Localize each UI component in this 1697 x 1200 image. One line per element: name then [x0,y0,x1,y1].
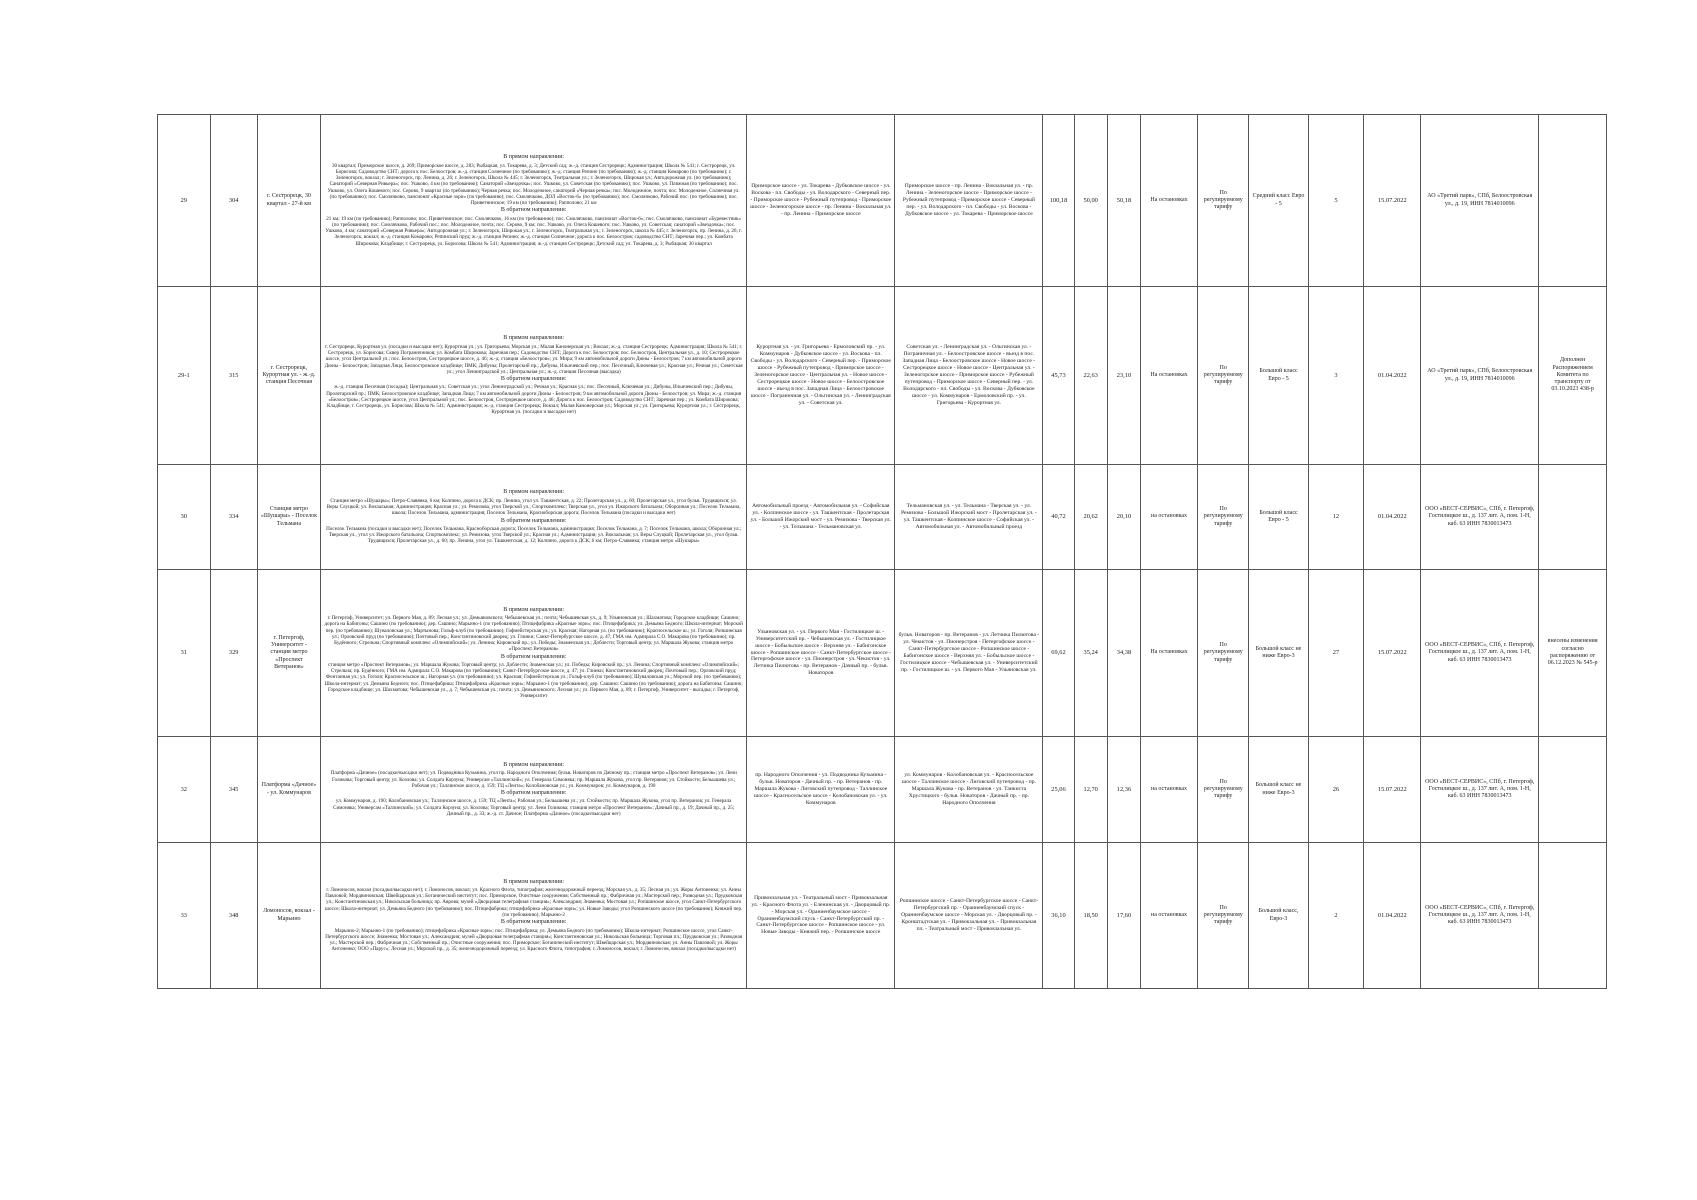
length-total: 100,18 [1043,115,1074,287]
start-date: 15.07.2022 [1364,115,1421,287]
route-note [1539,737,1607,843]
row-number: 29 [158,115,211,287]
backward-stops-list: 21 км; 19 км (по требованию); Рапполово; пос. Приветнинское; пос. Смолячково, 16 км (по требованию); пос. Смолячково, пансионат «Восток-6»; пос. Смолячково, пансионат «Буревестник» (по требованию); пос. Смолячково, Рабочий пос.; пос. Молодежное, почта; пос. Серово, 9 км; пос. Ушково, ул. Олега Кошевого; пос. Ушково, ул. Советская; санаторий «Звездочка»; пос. Ушково, 4 км; санаторий «Северная Ривьера»; Автодорожная ул.; г. Зеленогорск, Широкая ул.; г. Зеленогорск, Театральная ул.; г. Зеленогорск, школа № 445; г. Зеленогорск, пр. Ленина, д. 26; г. Зеленогорск, вокзал; ж.-д. станция Комарово; Репинский пруд; ж.-д. станция Репино; ж.-д. станция Солнечное; дорога к пос. Белоостров; садоводство СНТ; Заречная пер.; ул. Комбата Широкова; Кладбище; г. Сестрорецк, ул. Борисова; Школа № 541; Администрация; ж.-д. станция Сестрорецк; Детский сад; ул. Токарева, д. 3; Рыбацкая; 30 квартал [325,215,742,247]
forward-stops-list: 30 квартал; Приморское шоссе, д. 269; Приморское шоссе, д. 283; Рыбацкая, ул. Токарева, д. 3; Детский сад; ж.-д. станция Сестрорецк; Администрация; Школа № 541; г. Сестрорецк, ул. Борисова; Садоводство СНТ; дорога к пос. Белоостров; ж.-д. станция Солнечное (по требованию); ж.-д. станция Репино (по требованию); ж.-д. станция Комарово (по требованию); г. Зеленогорск, вокзал; г. Зеленогорск, пр. Ленина, д. 26; г. Зеленогорск, Школа № 445; г. Зеленогорск, Театральная ул.; г. Зеленогорск, Широкая ул.; Автодорожная ул. (по требованию); Санаторий «Северная Ривьера»; пос. Ушково, 4 км (по требованию); Санаторий «Звездочка»; пос. Ушково, ул. Советская (по требованию); пос. Ушково, ул. Пляжная (по требованию); пос. Ушково, ул. Олега Кошевого; пос. Серово, 9 квартал (по требованию); Черная речка; пос. Молодежное, санаторий «Черная речка»; пос. Молодежное, почта; пос. Молодежное, Солнечная ул. (по требованию); пос. Смолячково, пансионат «Красные зори» (по требованию); пос. Смолячково, ДОЛ «Восток-6» (по требованию); пос. Смолячково, Рабочий пос. (по требованию); пос. Приветнинское; 19 км (по требованию); Рапполово; 21 км [327,162,740,206]
tariff-type: По регулируемому тарифу [1197,570,1249,737]
backward-direction-title: В обратном направлении: [500,207,567,214]
route-stops [321,287,747,465]
length-total: 25,06 [1043,737,1074,843]
start-date: 01.04.2022 [1364,843,1421,989]
route-stops [321,465,747,570]
length-backward: 17,60 [1107,843,1140,989]
vehicle-class: Большой класс Евро - 5 [1249,287,1308,465]
routes-registry-sheet [157,114,1607,989]
forward-direction-title: В прямом направлении: [503,878,565,885]
route-note [1539,465,1607,570]
start-date: 01.04.2022 [1364,287,1421,465]
streets-forward: Ульяновская ул. - ул. Первого Мая - Гостилицкое ш. - Университетский пр. - Чебышевская ул. - Гостилицкое шоссе - Бобыльское шоссе - Верхняя ул. - Бабигонское шоссе - Ропшинское шоссе - Санкт-Петербургское шоссе - Петергофское шоссе - ул. Пионерстроя - ул. Чекистов - ул. Летчика Пилютова - пр. Ветеранов - Дачный пр. - бульв. Новаторов [747,570,895,737]
vehicle-count: 26 [1308,737,1364,843]
vehicle-class: Большой класс Евро - 5 [1249,465,1308,570]
table-row [158,570,1607,737]
streets-backward: Советская ул. - Ленинградская ул. - Ольгинская ул. - Пограничная ул. - Белоостровское шоссе - въезд в пос. Западная Лица - Белоостровское шоссе - Новое шоссе - Сестрорецкое шоссе - Новое шоссе - Центральная ул. - Зеленогорское шоссе - Приморское шоссе - Рубежный путепровод - Приморское шоссе - Северный пер. - ул. Володарского - пл. Свободы - ул. Воскова - Дубковское шоссе - ул. Коммунаров - Ермоловский пр. - ул. Григорьева - Курортная ул. [895,287,1043,465]
route-stops [321,115,747,287]
tariff-type: По регулируемому тарифу [1197,737,1249,843]
forward-stops-list: г. Сестрорецк, Курортная ул. (посадки и высадки нет); Курортная ул.; ул. Григорьева; Морская ул.; Малая Канонерская ул.; Вокзал; ж.-д. станция Сестрорецк; Администрация; Школа № 541; г. Сестрорецк, ул. Борисова; Сквер Пограничников; ул. Комбата Широкова; Заречная пер.; Садоводство СНТ; Дорога к пос. Белоостров; пос. Белоостров, Центральная ул., д. 10; Сестрорецкое шоссе, угол Центральной ул.; пос. Белоостров, Сестрорецкое шоссе, д. 46; ж.-д. станция «Белоостров»; ул. Мира; 9 км автомобильной дороги Дюны - Белоостров; 7 км автомобильной дороги Дюны - Белоостров; Западная Лица; Белоостровское кладбище; ПМК; Дибуны; Пролетарский пр.; Дибуны, Ильичевский пер.; пос. Песочный, Ключевая ул.; Красная ул.; Речная ул.; Советская ул.; угол Ленинградской ул.; Центральная ул.; ж.-д. станция Песочная (высадка) [324,343,743,375]
stop-procedure: На остановках [1141,115,1198,287]
row-number: 29-1 [158,287,211,465]
route-stops [321,737,747,843]
route-name: г. Сестрорецк, Курортная ул. - ж.-д. станция Песочная [257,287,320,465]
vehicle-count: 5 [1308,115,1364,287]
route-number: 304 [210,115,257,287]
carrier-info: ООО «ВЕСТ-СЕРВИС», СПб, г. Петергоф, Гостилицкое ш., д. 137 лит. А, пом. 1-Н, каб. 63 ИНН 7830013473 [1421,737,1539,843]
table-row [158,115,1607,287]
backward-stops-list: ул. Коммунаров, д. 190; Колобановская ул.; Таллинское шоссе, д. 159; ТЦ «Лента»; Рабочая ул.; Бельышева ул.; ул. Стойкости; пр. Маршала Жукова, угол пр. Ветеранов; ул. Генерала Симоняка; Универсам «Таллинский»; ул. Солдата Корзуна; ул. Козлова; Торговый центр; ул. Лени Голикова; станция метро «Проспект Ветеранов»; Дачный пр., д. 19; Дачный пр., д. 25; Дачный пр., д. 33; ж.-д. ст. Дачное; Платформа «Дачное» (посадки/высадки нет) [333,798,735,817]
length-backward: 23,10 [1107,287,1140,465]
length-total: 69,62 [1043,570,1074,737]
backward-stops-list: станция метро «Проспект Ветеранов»; ул. Маршала Жукова; Торговый центр; ул. Доблести; Знаменская ул.; ул. Победы; Кировский пр.; ул. Ленина; Спортивный комплекс «Олимпийский»; Стрельна; пр. Будённого; ГМА им. Адмирала С.О. Макарова (по требованию); Санкт-Петербургское шоссе, д. 47; ул. Глинки; Константиновский дворец; Почтовый пер.; Орловский пруд; Фонтанная ул.; ул. Гоголя; Красносельское ш.; Нагорная ул. (по требованию); ул. Красная; Гофмейстерская ул.; Гольф-клуб (по требованию); Шуваловская ул.; Морской пер. (по требованию); Школа-интернат; ул. Демьяна Бедного; пос. Птицефабрика; Птицефабрика «Красные зори»; Марьино-1 (по требованию); дер. Сашино; Сашино (по требованию); дорога на Бабигоны; Сашино; Городское кладбище; ул. Шахматова; Чебышевская ул., д. 7; Чебышевская ул.; почта; ул. Демьяновского; Лесная ул.; ул. Первого Мая, д. 89; г. Петергоф, Университет - высадка; г. Петергоф, Университет [324,661,743,700]
vehicle-class: Большой класс не ниже Евро-3 [1249,737,1308,843]
length-backward: 34,38 [1107,570,1140,737]
length-forward: 20,62 [1074,465,1107,570]
streets-backward: Приморское шоссе - пр. Ленина - Вокзальная ул. - пр. Ленина - Зеленогорское шоссе - Приморское шоссе - Рубежный путепровод - Приморское шоссе - Северный пер. - ул. Володарского - пл. Свободы - ул. Воскова - Дубковское шоссе - ул. Токарева - Приморское шоссе [895,115,1043,287]
stop-procedure: на остановках [1141,737,1198,843]
tariff-type: По регулируемому тарифу [1197,115,1249,287]
route-name: Ломоносов, вокзал - Марьино [257,843,320,989]
backward-direction-title: В обратном направлении: [500,653,567,660]
route-number: 334 [210,465,257,570]
routes-table [157,114,1607,989]
table-row [158,287,1607,465]
row-number: 31 [158,570,211,737]
vehicle-class: Большой класс не ниже Евро-3 [1249,570,1308,737]
route-stops [321,843,747,989]
stop-procedure: На остановках [1141,287,1198,465]
backward-direction-title: В обратном направлении: [500,376,567,382]
carrier-info: ООО «ВЕСТ-СЕРВИС», СПб, г. Петергоф, Гостилицкое ш., д. 137 лит. А, пом. 1-Н, каб. 63 ИНН 7830013473 [1421,843,1539,989]
route-note [1539,843,1607,989]
vehicle-class: Большой класс, Евро-3 [1249,843,1308,989]
forward-stops-list: Станция метро «Шушары»; Петро-Славянка, 6 км; Колпино, дорога к ДСК; пр. Ленина, угол ул. Ташкентская, д. 22; Пролетарская ул., д. 60; Пролетарская ул., угол бульв. Трудящихся; ул. Веры Слуцкой; ул. Вокзальная; Администрация; Красная ул.; ул. Ремизова, угол Тверской ул.; Спорткомплекс; Тверская ул., угол ул. Ижорского батальона; Оборонная ул.; Поселок Тельмана, школа; Поселок Тельмана, администрация; Поселок Тельмана, Красноборская дорога; Поселок Тельмана (посадки и высадки нет) [326,497,741,517]
streets-backward: бульв. Новаторов - пр. Ветеранов - ул. Летчика Пилютова - ул. Чекистов - ул. Пионерстроя - Петергофское шоссе - Санкт-Петербургское шоссе - Ропшинское шоссе - Бабигонское шоссе - Верхняя ул. - Бобыльское шоссе - Гостилицкое шоссе - Чебышевская ул. - Университетский пр. - Гостилицкое ш. - ул. Первого Мая - Ульяновская ул. [895,570,1043,737]
length-forward: 12,70 [1074,737,1107,843]
forward-stops-list: г. Ломоносов, вокзал (посадки/высадки нет); г. Ломоносов, вокзал; ул. Красного Флота, типография; железнодорожный переезд; Морская ул., д. 35; Лесная ул.; ул. Жоры Антоненко; ул. Анны Павловой; Мордвиновская; Швейцарская ул.; Ботанический институт; пос. Приморское, Очистные сооружения; Собственный пр.; Фабричная ул.; Мастерской пер.; Разводная ул.; Прудковская ул.; Константиновская ул.; Никольская больница; пр. Аврова; музей «Дворцовая телеграфная станция»; Александрия; Знаменка; Мостовая ул.; Ропшинское шоссе, угол Санкт-Петербургского шоссе; Школа-интернат; ул. Демьяна Бедного (по требованию); пос. Птицефабрика; птицефабрика «Красные зори»; ул. Новые Заводы; угол Ропшинского шоссе (по требованию); Княжий пер. (по требованию); Марьино-2 [325,886,743,918]
route-name: Платформа «Дачное» - ул. Коммунаров [257,737,320,843]
length-total: 36,10 [1043,843,1074,989]
tariff-type: По регулируемому тарифу [1197,465,1249,570]
streets-forward: Приморское шоссе - ул. Токарева - Дубковское шоссе - ул. Воскова - пл. Свободы - ул. Володарского - Северный пер. - Приморское шоссе - Рубежный путепровод - Приморское шоссе - Зеленогорское шоссе - пр. Ленина - Вокзальная ул. - пр. Ленина - Приморское шоссе [747,115,895,287]
route-number: 329 [210,570,257,737]
streets-forward: Курортная ул. - ул. Григорьева - Ермоловский пр. - ул. Коммунаров - Дубковское шоссе - ул. Воскова - пл. Свободы - ул. Володарского - Северный пер. - Приморское шоссе - Рубежный путепровод - Приморское шоссе - Зеленогорское шоссе - Центральная ул. - Новое шоссе - Сестрорецкое шоссе - Новое шоссе - Белоостровское шоссе - въезд в пос. Западная Лица - Белоостровское шоссе - Пограничная ул. - Ольгинская ул. - Ленинградская ул. - Советская ул. [747,287,895,465]
streets-backward: Тельмановская ул. - ул. Тельмана - Тверская ул. - ул. Ремизова - Большой Ижорский мост - Пролетарская ул. - ул. Ташкентская - Колпинское шоссе - Софийская ул. - Автомобильная ул. - Автомобильный проезд [895,465,1043,570]
row-number: 33 [158,843,211,989]
stop-procedure: На остановках [1141,570,1198,737]
route-note: Дополнен Распоряжением Комитета по транспорту от 03.10.2023 438-р [1539,287,1607,465]
backward-stops-list: Марьино-2; Марьино-1 (по требованию); птицефабрика «Красные зори»; пос. Птицефабрика; ул. Демьяна Бедного (по требованию); Школа-интернат; Ропшинское шоссе, угол Санкт-Петербургского шоссе; Знаменка; Мостовая ул.; Александрия; музей «Дворцовая телеграфная станция»; Константиновская ул.; Никольская больница; Торговая пл.; Прудковская ул.; Разводная ул.; Мастерской пер.; Фабричная ул.; Собственный пр.; Очистные сооружения; пос. Приморское; Ботанический институт; Швейцарская ул.; Мордвиновская; ул. Анны Павловой; ул. Жоры Антоненко; ООО «Парус»; Лесная ул.; Морской пр., д. 35; железнодорожный переезд; ул. Красного Флота, типография; г. Ломоносов, вокзал; г. Ломоносов, вокзал (посадки/высадки нет) [325,927,743,953]
vehicle-count: 27 [1308,570,1364,737]
start-date: 15.07.2022 [1364,737,1421,843]
length-forward: 35,24 [1074,570,1107,737]
length-backward: 20,10 [1107,465,1140,570]
length-total: 45,73 [1043,287,1074,465]
routes-table-body [158,115,1607,989]
length-total: 40,72 [1043,465,1074,570]
route-name: г. Сестрорецк, 30 квартал - 27-й км [257,115,320,287]
carrier-info: ООО «ВЕСТ-СЕРВИС», СПб, г. Петергоф, Гостилицкое ш., д. 137 лит. А, пом. 1-Н, каб. 63 ИНН 7830013473 [1421,465,1539,570]
row-number: 32 [158,737,211,843]
length-forward: 18,50 [1074,843,1107,989]
forward-stops-list: г. Петергоф, Университет; ул. Первого Мая, д. 89; Лесная ул.; ул. Демьяновского; Чебышевская ул.; почта; Чебышевская ул., д. 9; Ульяновская ул.; Шахматова; Городское кладбище; Сашино; дорога на Бабигоны; Сашино (по требованию); дер. Сашино; Марьино-1 (по требованию); Птицефабрика «Красные зори»; пос. Птицефабрика; ул. Демьяна Бедного; Школа-интернат; Морской пер. (по требованию); Шуваловская ул.; Мартынова; Гольф-клуб (по требованию); Гофмейстерская ул.; ул. Красная; Нагорная ул. (по требованию); Красносельское ш.; ул. Гоголя; Ропшинская ул.; Орловский пруд (по требованию); Почтовый пер.; Константиновский дворец; ул. Глинки; Санкт-Петербургское шоссе, д. 47; ГМА им. Адмирала С.О. Макарова (по требованию); пр. Будённого; Стрельна; Спортивный комплекс «Олимпийский»; ул. Ленина; Кировский пр.; ул. Победы; Знаменская ул.; Доблести; Торговый центр; ул. Маршала Жукова; станция метро «Проспект Ветеранов» [324,615,743,653]
forward-direction-title: В прямом направлении: [503,489,565,496]
length-backward: 50,18 [1107,115,1140,287]
stop-procedure: на остановках [1141,843,1198,989]
streets-forward: Автомобильный проезд - Автомобильная ул. - Софийская ул. - Колпинское шоссе - ул. Ташкентская - Пролетарская ул. - Большой Ижорский мост - ул. Ремизова - Тверская ул. - ул. Тельмана - Тельмановская ул. [747,465,895,570]
carrier-info: АО «Третий парк», СПб, Белоостровская ул., д. 19, ИНН 7814010096 [1421,287,1539,465]
carrier-info: АО «Третий парк», СПб, Белоостровская ул., д. 19, ИНН 7814010096 [1421,115,1539,287]
route-note: внесены изменения согласно распоряжению от 06.12.2023 № 545-р [1539,570,1607,737]
table-row [158,843,1607,989]
streets-backward: ул. Коммунаров - Колобановская ул. - Красносельское шоссе - Таллинское шоссе - Лиговский путепровод - пр. Маршала Жукова - пр. Ветеранов - ул. Танкиста Хрустицкого - бульв. Новаторов - Дачный пр. - пр. Народного Ополчения [895,737,1043,843]
length-forward: 50,00 [1074,115,1107,287]
backward-direction-title: В обратном направлении: [500,919,567,926]
backward-stops-list: ж.-д. станция Песочная (посадка); Центральная ул.; Советская ул.; угол Ленинградской ул.; Речная ул.; Красная ул.; пос. Песочный, Ключевая ул.; Дибуны, Ильичевский пер.; Дибуны, Пролетарский пр.; ПМК; Белоостровское кладбище; Западная Лица; 7 км автомобильной дороги Дюны - Белоостров; 9 км автомобильной дороги Дюны - Белоостров; ул. Мира; ж.-д. станция «Белоостров»; Сестрорецкое шоссе, угол Центральной ул.; пос. Белоостров, Сестрорецкое шоссе, д. 46; Дорога к пос. Белоостров; Садоводство СНТ; Заречная пер.; ул. Комбата Широкова; Кладбище; г. Сестрорецк, ул. Борисова; Школа № 541; Администрация; ж.-д. станция Сестрорецк; Вокзал; Малая Канонерская ул.; Морская ул.; ул. Григорьева; Курортная ул.; г. Сестрорецк, Курортная ул. (посадки и высадки нет) [326,384,742,416]
vehicle-count: 2 [1308,843,1364,989]
row-number: 30 [158,465,211,570]
route-stops [321,570,747,737]
tariff-type: По регулируемому тарифу [1197,843,1249,989]
start-date: 01.04.2022 [1364,465,1421,570]
streets-backward: Ропшинское шоссе - Санкт-Петербургское шоссе - Санкт-Петербургский пр. - Ораниенбаумский спуск - Ораниенбаумское шоссе - Морская ул. - Дворцовый пр. - Кронштадтская ул. - Привокзальная ул. - Привокзальная пл. - Театральный мост - Привокзальная ул. [895,843,1043,989]
vehicle-count: 12 [1308,465,1364,570]
table-row [158,465,1607,570]
vehicle-count: 3 [1308,287,1364,465]
backward-direction-title: В обратном направлении: [500,790,567,796]
length-forward: 22,63 [1074,287,1107,465]
tariff-type: По регулируемому тарифу [1197,287,1249,465]
carrier-info: ООО «ВЕСТ-СЕРВИС», СПб, г. Петергоф, Гостилицкое ш., д. 137 лит. А, пом. 1-Н, каб. 63 ИНН 7830013473 [1421,570,1539,737]
forward-direction-title: В прямом направлении: [503,335,565,342]
length-backward: 12,36 [1107,737,1140,843]
route-name: Станция метро «Шушары» - Поселок Тельмана [257,465,320,570]
stop-procedure: на остановках [1141,465,1198,570]
forward-stops-list: Платформа «Дачное» (посадки/высадки нет); ул. Подводника Кузьмина, угол пр. Народного Ополчения; бульв. Новаторов по Дачному пр.; станция метро «Проспект Ветеранов»; ул. Лени Голикова; Торговый центр; ул. Козлова; ул. Солдата Корзуна; Универсам «Таллинский»; ул. Генерала Симоняка; пр. Маршала Жукова, угол пр. Ветеранов; ул. Стойкости; Бельышева ул.; Рабочая ул.; Таллинское шоссе, д. 159; ТЦ «Лента»; Колобановская ул.; ул. Коммунаров; ул. Коммунаров, д. 190 [330,770,737,789]
streets-forward: Привокзальная ул. - Театральный мост - Привокзальная ул. - Красного Флота ул. - Еленинская ул. - Дворцовый пр. - Морская ул. - Ораниенбаумское шоссе - Ораниенбаумский спуск - Санкт-Петербургский пр. - Санкт-Петербургское шоссе - Ропшинское шоссе - ул. Новые Заводы - Княжий пер. - Ропшинское шоссе [747,843,895,989]
route-number: 315 [210,287,257,465]
forward-direction-title: В прямом направлении: [503,761,565,768]
forward-direction-title: В прямом направлении: [503,606,565,613]
start-date: 15.07.2022 [1364,570,1421,737]
route-number: 345 [210,737,257,843]
backward-stops-list: Поселок Тельмана (посадки и высадки нет); Поселок Тельмана, Красноборская дорога; Поселок Тельмана, администрация; Поселок Тельмана, д. 7; Поселок Тельмана, школа; Оборонная ул.; Тверская ул., угол ул. Ижорского батальона; Спорткомплекс; ул. Ремизова, угол Тверской ул.; Красная ул.; Администрация; ул. Вокзальная; ул. Веры Слуцкой; Пролетарская ул., угол бульв. Трудящихся; Пролетарская ул., д. 60; пр. Ленина, угол ул. Ташкентская, д. 12; Колпино, дорога к ДСК; 6 км; Петро-Славянка; станция метро «Шушары» [326,525,742,545]
route-note [1539,115,1607,287]
route-name: г. Петергоф, Университет - станция метро «Проспект Ветеранов» [257,570,320,737]
streets-forward: пр. Народного Ополчения - ул. Подводника Кузьмина - бульв. Новаторов - Дачный пр. - пр. Ветеранов - пр. Маршала Жукова - Лиговский путепровод - Таллинское шоссе - Красносельское шоссе - Колобановская ул. - ул. Коммунаров [747,737,895,843]
backward-direction-title: В обратном направлении: [500,517,567,524]
route-number: 348 [210,843,257,989]
table-row [158,737,1607,843]
vehicle-class: Средний класс Евро - 5 [1249,115,1308,287]
forward-direction-title: В прямом направлении: [503,154,565,161]
